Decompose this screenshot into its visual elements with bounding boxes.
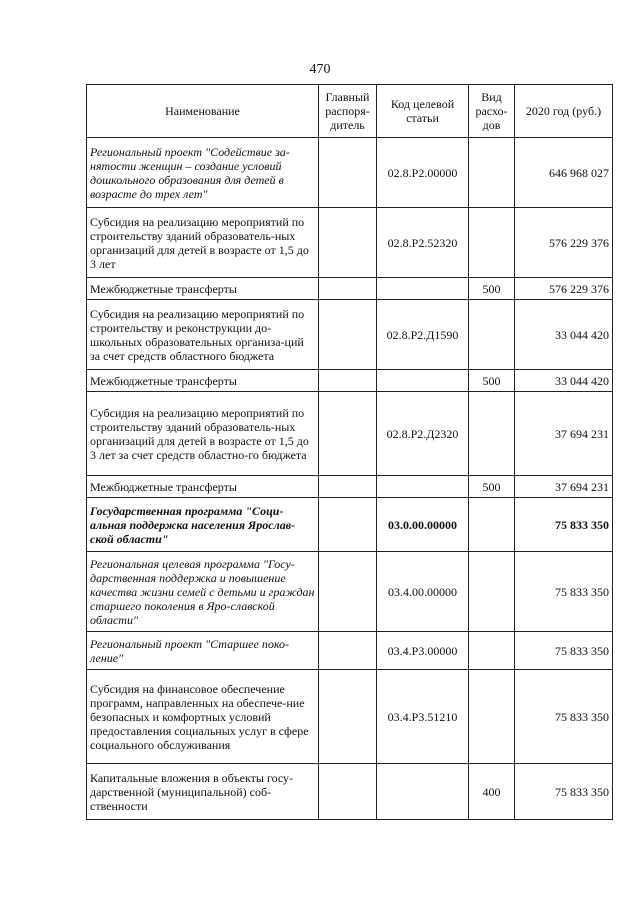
name-cell: Субсидия на реализацию мероприятий по строительству и реконструкции до-школьных образовательных организа-ций за счет средств областного бюджета [87, 300, 319, 370]
table-row [87, 476, 613, 498]
name-cell: Межбюджетные трансферты [87, 370, 319, 392]
name-cell: Государственная программа "Соци-альная поддержка населения Ярослав-ской области" [87, 498, 319, 552]
type-cell [469, 632, 515, 670]
admin-cell [319, 208, 377, 278]
name-cell: Межбюджетные трансферты [87, 476, 319, 498]
admin-cell [319, 300, 377, 370]
table-body [87, 138, 613, 820]
code-cell [377, 278, 469, 300]
sum-cell: 576 229 376 [515, 208, 613, 278]
type-cell [469, 670, 515, 764]
budget-table [86, 84, 613, 820]
sum-cell: 576 229 376 [515, 278, 613, 300]
table-row [87, 632, 613, 670]
sum-cell: 37 694 231 [515, 476, 613, 498]
header-code: Код целевой статьи [377, 85, 469, 138]
name-cell: Капитальные вложения в объекты госу-дарственной (муниципальной) соб-ственности [87, 764, 319, 820]
admin-cell [319, 632, 377, 670]
table-row [87, 392, 613, 476]
table-row [87, 498, 613, 552]
type-cell: 500 [469, 476, 515, 498]
sum-cell: 75 833 350 [515, 552, 613, 632]
name-cell: Региональный проект "Старшее поко-ление" [87, 632, 319, 670]
name-cell: Региональный проект "Содействие за-нятости женщин – создание условий дошкольного образования для детей в возрасте до трех лет" [87, 138, 319, 208]
name-cell: Субсидия на реализацию мероприятий по строительству зданий образователь-ных организаций для детей в возрасте от 1,5 до 3 лет [87, 208, 319, 278]
code-cell [377, 764, 469, 820]
sum-cell: 646 968 027 [515, 138, 613, 208]
name-cell: Субсидия на реализацию мероприятий по строительству зданий образователь-ных организаций для детей в возрасте от 1,5 до 3 лет за счет средств областно-го бюджета [87, 392, 319, 476]
type-cell: 500 [469, 278, 515, 300]
admin-cell [319, 476, 377, 498]
header-sum: 2020 год (руб.) [515, 85, 613, 138]
header-type: Вид расхо-дов [469, 85, 515, 138]
sum-cell: 33 044 420 [515, 300, 613, 370]
code-cell [377, 476, 469, 498]
table-row [87, 278, 613, 300]
sum-cell: 33 044 420 [515, 370, 613, 392]
sum-cell: 75 833 350 [515, 670, 613, 764]
admin-cell [319, 392, 377, 476]
sum-cell: 37 694 231 [515, 392, 613, 476]
name-cell: Региональная целевая программа "Госу-дарственная поддержка и повышение качества жизни семей с детьми и граждан старшего поколения в Яро-славской области" [87, 552, 319, 632]
table-header-row [87, 85, 613, 138]
page-number: 470 [309, 62, 331, 77]
table-row [87, 370, 613, 392]
sum-cell: 75 833 350 [515, 764, 613, 820]
table-row [87, 138, 613, 208]
admin-cell [319, 498, 377, 552]
name-cell: Межбюджетные трансферты [87, 278, 319, 300]
table-row [87, 300, 613, 370]
header-admin: Главный распоря-дитель [319, 85, 377, 138]
code-cell: 03.0.00.00000 [377, 498, 469, 552]
table-row [87, 670, 613, 764]
code-cell: 02.8.Р2.Д2320 [377, 392, 469, 476]
table-row [87, 764, 613, 820]
type-cell [469, 138, 515, 208]
admin-cell [319, 278, 377, 300]
admin-cell [319, 552, 377, 632]
code-cell: 03.4.Р3.00000 [377, 632, 469, 670]
admin-cell [319, 138, 377, 208]
code-cell: 03.4.Р3.51210 [377, 670, 469, 764]
type-cell [469, 208, 515, 278]
name-cell: Субсидия на финансовое обеспечение программ, направленных на обеспече-ние безопасных и комфортных условий предоставления социальных услуг в сфере социального обслуживания [87, 670, 319, 764]
admin-cell [319, 370, 377, 392]
table-row [87, 552, 613, 632]
sum-cell: 75 833 350 [515, 498, 613, 552]
type-cell: 500 [469, 370, 515, 392]
admin-cell [319, 670, 377, 764]
code-cell: 02.8.Р2.52320 [377, 208, 469, 278]
header-name: Наименование [87, 85, 319, 138]
type-cell [469, 498, 515, 552]
code-cell: 03.4.00.00000 [377, 552, 469, 632]
code-cell [377, 370, 469, 392]
code-cell: 02.8.Р2.Д1590 [377, 300, 469, 370]
type-cell [469, 392, 515, 476]
table-row [87, 208, 613, 278]
admin-cell [319, 764, 377, 820]
type-cell [469, 552, 515, 632]
type-cell: 400 [469, 764, 515, 820]
code-cell: 02.8.Р2.00000 [377, 138, 469, 208]
sum-cell: 75 833 350 [515, 632, 613, 670]
type-cell [469, 300, 515, 370]
